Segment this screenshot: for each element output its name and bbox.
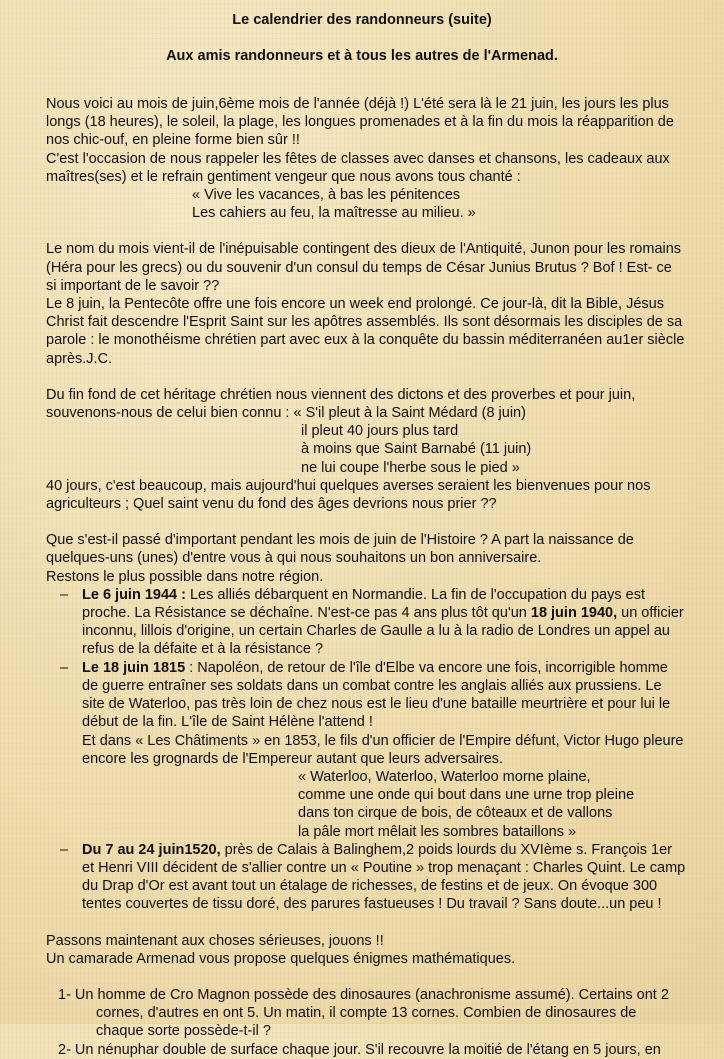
month-name-paragraph: Le nom du mois vient-il de l'inépuisable contingent des dieux de l'Antiquité, Junon pour les romains (Héra pour les grecs) ou du souvenir d'un consul du temps de César Junius Brutus ? Bof ! Est- ce si important de le savoir ?? <box>46 241 682 294</box>
riddle-1-continuation: cornes, d'autres en ont 5. Un matin, il compte 13 cornes. Combien de dinosaures de chaque sorte possède-t-il ? <box>96 1005 637 1040</box>
poem-line-3: dans ton cirque de bois, de côteaux et de vallons <box>298 805 613 822</box>
hugo-text: Et dans « Les Châtiments » en 1853, le fils d'un officier de l'Empire défunt, Victor Hugo pleure encore les grognards de l'Empereur autant que leurs adversaires. <box>82 732 684 767</box>
school-paragraph: C'est l'occasion de nous rappeler les fêtes de classes avec danses et chansons, les cadeaux aux maîtres(ses) et le refrain gentiment vengeur que nous avons tous chanté : <box>46 150 670 185</box>
song-line-2: Les cahiers au feu, la maîtresse au milieu. » <box>192 205 476 222</box>
proverb-line-2: il pleut 40 jours plus tard <box>301 423 459 440</box>
event-1815-text: : Napoléon, de retour de l'île d'Elbe va encore une fois, incorrigible homme de guerre entraîner ses soldats dans un combat contre les anglais alliés aux prussiens. Le site de Waterloo, pas très loin de chez nous est le lieu d'une bataille meurtrière et pour lui le début de la fin. L'île de Saint Hélène l'attend ! <box>82 659 671 731</box>
events-list <box>46 586 686 914</box>
riddle-2-first-line: 2- Un nénuphar double de surface chaque jour. S'il recouvre la moitié de l'étang en 5 jours, en <box>58 1041 661 1058</box>
event-1815 <box>46 659 686 841</box>
riddle-2 <box>46 1041 686 1059</box>
song-line-1: « Vive les vacances, à bas les pénitences <box>192 187 461 204</box>
event-1944 <box>46 586 686 659</box>
riddle-1-first-line: 1- Un homme de Cro Magnon possède des dinosaures (anachronisme assumé). Certains ont 2 <box>58 986 669 1003</box>
history-paragraph: Que s'est-il passé d'important pendant les mois de juin de l'Histoire ? A part la naissance de quelques-uns (unes) d'entre vous à qui nous souhaitons un bon anniversaire. <box>46 532 634 567</box>
rain-paragraph: 40 jours, c'est beaucoup, mais aujourd'hui quelques averses seraient les bienvenues pour nos agriculteurs ; Quel saint venu du fond des âges devrions nous prier ?? <box>46 477 651 513</box>
event-1520 <box>46 841 686 914</box>
event-1520-text: près de Calais à Balinghem,2 poids lourds du XVIème s. François 1er et Henri VIII décident de s'allier contre un « Poutine » trop menaçant : Charles Quint. Le camp du Drap d'Or est avant tout un étalage de richesses, de festins et de jeux. On évoque 300 tentes couvertes de tissu doré, des parures fastueuses ! Du travail ? Sans doute...un peu ! <box>82 841 686 913</box>
event-1944-text-b: un officier inconnu, lillois d'origine, un certain Charles de Gaulle a lu à la radio de Londres un appel au refus de la défaite et à la résistance ? <box>82 605 684 658</box>
event-1940-date: 18 juin 1940, <box>530 605 618 622</box>
poem-line-2: comme une onde qui bout dans une urne trop pleine <box>298 787 635 804</box>
article-body <box>46 95 686 1059</box>
page-subtitle: Aux amis randonneurs et à tous les autres de l'Armenad. <box>166 48 558 64</box>
event-1815-date: Le 18 juin 1815 <box>82 659 186 676</box>
pentecost-paragraph: Le 8 juin, la Pentecôte offre une fois encore un week end prolongé. Ce jour-là, dit la Bible, Jésus Christ fait descendre l'Esprit Saint sur les apôtres assemblés. Ils sont désormais les disciples de sa parole : le monothéisme chrétien part avec eux à la conquête du bassin méditerranéen au1er siècle après.J.C. <box>46 296 685 367</box>
proverb-paragraph: Du fin fond de cet héritage chrétien nous viennent des dictons et des proverbes et pour juin, souvenons-nous de celui bien connu : « S'il pleut à la Saint Médard (8 juin) <box>46 386 636 422</box>
dash-marker: – <box>60 841 69 858</box>
event-1520-date: Du 7 au 24 juin1520, <box>82 841 221 858</box>
riddles-intro: Un camarade Armenad vous propose quelques énigmes mathématiques. <box>46 950 516 967</box>
poem-line-4: la pâle mort mêlait les sombres bataillons » <box>298 823 577 840</box>
event-1944-date: Le 6 juin 1944 : <box>82 586 186 603</box>
riddle-1 <box>46 986 686 1041</box>
dash-marker: – <box>60 586 69 603</box>
proverb-line-3: à moins que Saint Barnabé (11 juin) <box>301 441 532 458</box>
event-1944-text-a: Les alliés débarquent en Normandie. La fin de l'occupation du pays est proche. La Résistance se déchaîne. N'est-ce pas 4 ans plus tôt qu'un <box>82 586 645 622</box>
proverb-line-4: ne lui coupe l'herbe sous le pied » <box>301 459 520 476</box>
games-paragraph: Passons maintenant aux choses sérieuses, jouons !! <box>46 932 384 949</box>
region-paragraph: Restons le plus possible dans notre région. <box>46 568 324 585</box>
intro-paragraph: Nous voici au mois de juin,6ème mois de l'année (déjà !) L'été sera là le 21 juin, les jours les plus longs (18 heures), le soleil, la plage, les longues promenades et à la fin du mois la réapparition de nos chic-ouf, en pleine forme bien sûr !! <box>46 96 674 149</box>
poem-line-1: « Waterloo, Waterloo, Waterloo morne plaine, <box>298 768 591 785</box>
page-title: Le calendrier des randonneurs (suite) <box>232 12 492 28</box>
dash-marker: – <box>60 659 69 676</box>
